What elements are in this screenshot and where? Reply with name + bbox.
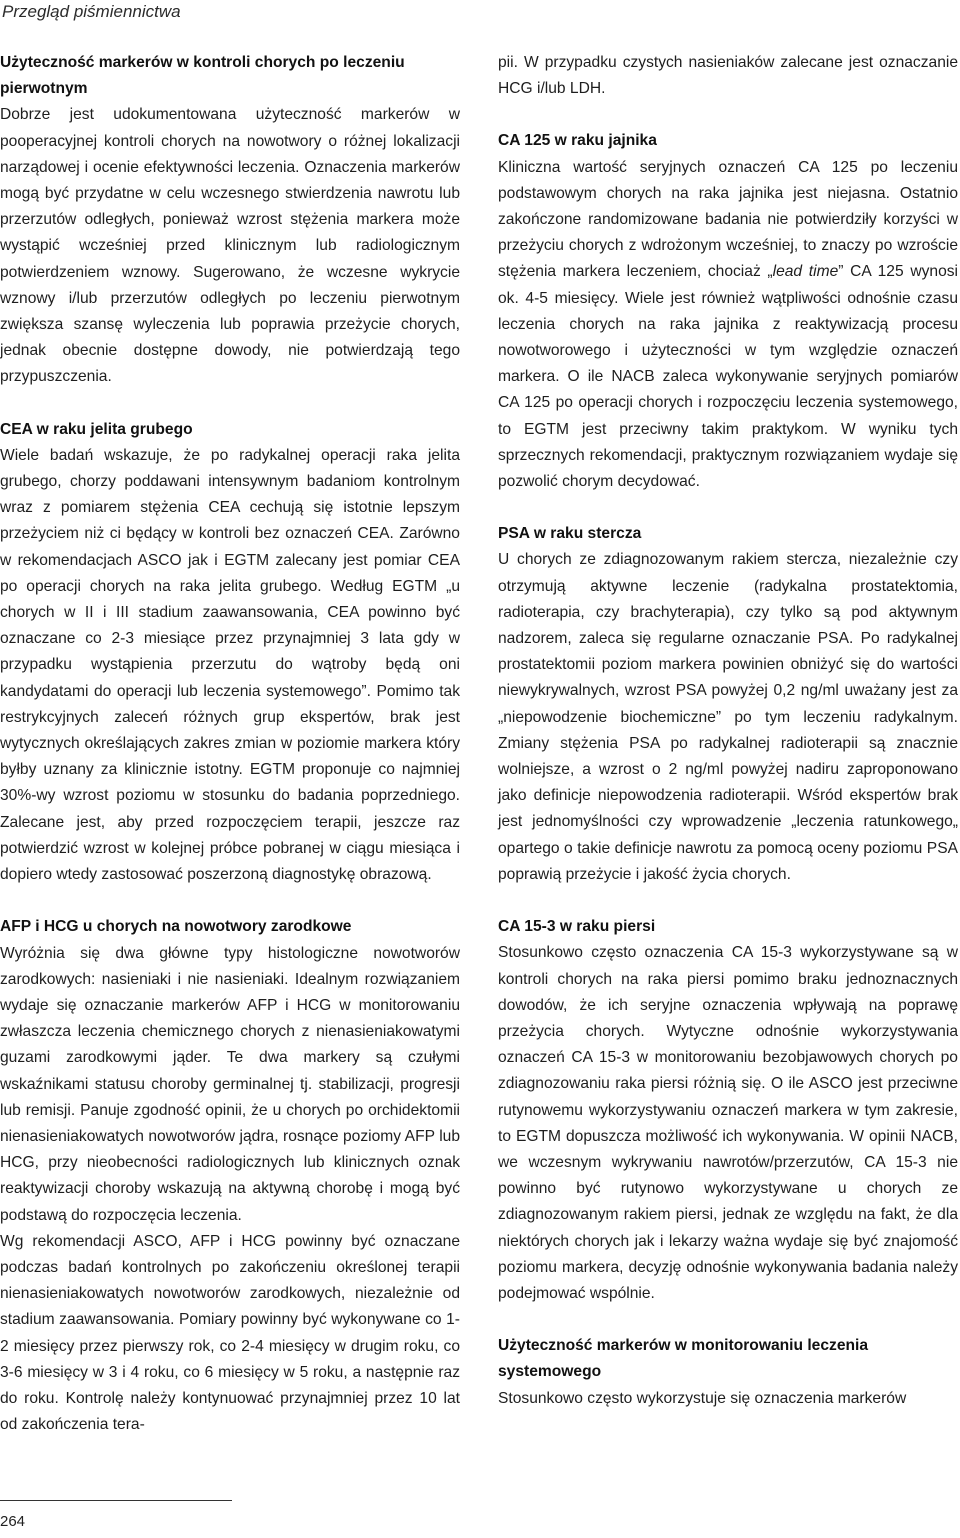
section-heading: CA 125 w raku jajnika <box>498 132 657 150</box>
paragraph <box>498 155 958 496</box>
page-number: 264 <box>0 1513 26 1530</box>
right-column <box>498 50 958 1412</box>
paragraph: Wyróżnia się dwa główne typy histologiczne nowotworów zarodkowych: nasieniaki i nie nasieniaki. Idealnym rozwiązaniem wydaje się oznaczanie markerów AFP i HCG w monitorowaniu zwłaszcza leczenia chemicznego chorych z nienasieniakowatymi guzami zarodkowymi jąder. Te dwa markery są czułymi wskaźnikami statusu choroby germinalnej tj. stabilizacji, progresji lub remisji. Panuje zgodność opinii, że u chorych po orchidektomii nienasieniakowatych nowotworów jądra, rosnące poziomy AFP lub HCG, przy nieobecności radiologicznych lub klinicznych oznak reaktywizacji choroby wskazują na aktywną chorobę i mogą być podstawą do rozpoczęcia leczenia. <box>0 944 460 1224</box>
paragraph: U chorych ze zdiagnozowanym rakiem stercza, niezależnie czy otrzymują aktywne leczenie (radykalna prostatektomia, radioterapia, czy brachyterapia), czy tylko są pod aktywnym nadzorem, zaleca się regularne oznaczanie PSA. Po radykalnej prostatektomii poziom markera powinien obniżyć się do wartości niewykrywalnych, wzrost PSA powyżej 0,2 ng/ml uważany jest za „niepowodzenie biochemiczne” po tym leczeniu radykalnym. Zmiany stężenia PSA po radykalnej radioterapii są znacznie wolniejsze, a wzrost o 2 ng/ml powyżej nadiru zaproponowano jako definicje niepowodzenia radioterapii. Wśród ekspertów brak jest jednomyślności czy wprowadzenie „leczenia ratunkowego„ opartego o takie definicje nawrotu za pomocą oceny poziomu PSA poprawią przeżycie i jakość życia chorych. <box>498 551 958 883</box>
paragraph: Dobrze jest udokumentowana użyteczność markerów w pooperacyjnej kontroli chorych na nowotwory o różnej lokalizacji narządowej i ocenie efektywności leczenia. Oznaczenia markerów mogą być przydatne w celu wczesnego stwierdzenia nawrotu lub przerzutów odległych, ponieważ wzrost stężenia markera może wystąpić wcześniej przed klinicznym lub radiologicznym potwierdzeniem wznowy. Sugerowano, że wczesne wykrycie wznowy i/lub przerzutów odległych po leczeniu pierwotnym zwiększa szansę wyleczenia lub poprawia przeżycie chorych, jednak obecnie dostępne dowody, nie potwierdzają tego przypuszczenia. <box>0 106 460 386</box>
section-heading: Użyteczność markerów w kontroli chorych po leczeniu pierwotnym <box>0 54 405 98</box>
section-heading: Użyteczność markerów w monitorowaniu leczenia systemowego <box>498 1337 869 1381</box>
section-heading: PSA w raku stercza <box>498 525 642 543</box>
paragraph: Wiele badań wskazuje, że po radykalnej operacji raka jelita grubego, chorzy poddawani intensywnym badaniom kontrolnym wraz z pomiarem stężenia CEA cechują się istotnie lepszym przeżyciem niż ci będący w kontroli bez oznaczeń CEA. Zarówno w rekomendacjach ASCO jak i EGTM zalecany jest pomiar CEA po operacji chorych na raka jelita grubego. Według EGTM „u chorych w II i III stadium zaawansowania, CEA powinno być oznaczane co 2-3 miesiące przez przynajmniej 3 lata gdy w przypadku wystąpienia przerzutu do wątroby będą oni kandydatami do operacji lub leczenia systemowego”. Pomimo tak restrykcyjnych zaleceń różnych grup ekspertów, brak jest wytycznych określających zakres zmian w poziomie markera który byłby uznany za klinicznie istotny. EGTM proponuje co najmniej 30%-wy wzrost poziomu w stosunku do badania poprzedniego. Zalecane jest, aby przed rozpoczęciem terapii, jeszcze raz potwierdzić wzrost w kolejnej próbce pobranej w ciągu miesiąca i dopiero wtedy zastosować poszerzoną diagnostykę obrazową. <box>0 446 460 884</box>
text-run: ” CA 125 wynosi ok. 4-5 miesięcy. Wiele jest również wątpliwości odnośnie czasu leczenia chorych na raka jajnika z reaktywizacją procesu nowotworowego i użyteczności w tym względzie oznaczeń markera. O ile NACB zaleca wykonywanie seryjnych pomiarów CA 125 po operacji chorych i rozpoczęciu leczenia systemowego, to EGTM jest przeciwny takim praktykom. W wyniku tych sprzecznych rekomendacji, praktycznym rozwiązaniem wydaje się pozwolić chorym decydować. <box>498 263 958 491</box>
paragraph: Stosunkowo często oznaczenia CA 15-3 wykorzystywane są w kontroli chorych na raka piersi pomimo braku jednoznacznych dowodów, że ich seryjne oznaczenia wpływają na poprawę przeżycia chorych. Wytyczne odnośnie wykorzystywania oznaczeń CA 15-3 w monitorowaniu bezobjawowych chorych po zdiagnozowaniu raka piersi różnią się. O ile ASCO jest przeciwne rutynowemu wykorzystywaniu oznaczeń markera w tym zakresie, to EGTM dopuszcza możliwość ich wykonywania. W opinii NACB, we wczesnym wykrywaniu nawrotów/przerzutów, CA 15-3 nie powinno być rutynowo wykorzystywane u chorych ze zdiagnozowanym rakiem piersi, jednak ze względu na fakt, że dla niektórych chorych jak i lekarzy ważna wydaje się być znajomość poziomu markera, decyzję odnośnie wykonywania badania należy podejmować wspólnie. <box>498 944 958 1302</box>
paragraph: Stosunkowo często wykorzystuje się oznaczenia markerów <box>498 1389 907 1407</box>
section-heading: CA 15-3 w raku piersi <box>498 918 656 936</box>
text-run: Kliniczna wartość seryjnych oznaczeń CA 125 po leczeniu podstawowym chorych na raka jajnika jest niejasna. Ostatnio zakończone randomizowane badania nie potwierdziły korzyści w przeżyciu chorych z wdrożonym wcześniej, to znaczy po wzroście stężenia markera leczeniem, chociaż „ <box>498 158 958 281</box>
section-heading: CEA w raku jelita grubego <box>0 420 193 438</box>
paragraph: pii. W przypadku czystych nasieniaków zalecane jest oznaczanie HCG i/lub LDH. <box>498 54 958 98</box>
left-column <box>0 50 460 1438</box>
running-head: Przegląd piśmiennictwa <box>2 2 181 21</box>
paragraph: Wg rekomendacji ASCO, AFP i HCG powinny być oznaczane podczas badań kontrolnych po zakończeniu określonej terapii nienasieniakowatych nowotworów zarodkowych, niezależnie od stadium zaawansowania. Pomiary powinny być wykonywane co 1-2 miesięcy przez pierwszy rok, co 2-4 miesięcy w drugim roku, co 3-6 miesięcy w 3 i 4 roku, co 6 miesięcy w 5 roku, a następnie raz do roku. Kontrolę należy kontynuować przynajmniej przez 10 lat od zakończenia tera- <box>0 1232 460 1434</box>
italic-term: lead time <box>772 263 839 281</box>
section-heading: AFP i HCG u chorych na nowotwory zarodkowe <box>0 918 352 936</box>
footer-rule <box>0 1500 232 1501</box>
